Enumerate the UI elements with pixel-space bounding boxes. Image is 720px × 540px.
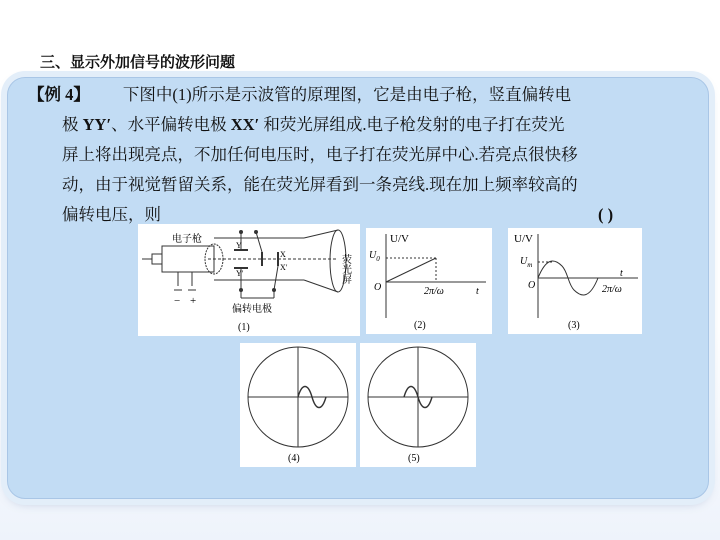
problem-line-1: [28, 80, 692, 110]
figure-1-oscilloscope-tube: [138, 224, 360, 336]
problem-line-4: 动，由于视觉暂留关系，能在荧光屏看到一条亮线.现在加上频率较高的: [62, 175, 578, 194]
line2-e: 和荧光屏组成.电子枪发射的电子打在荧光: [259, 115, 565, 134]
figure-4-screen: [240, 343, 356, 467]
label-plus: +: [190, 295, 197, 307]
title-underline: [30, 72, 690, 74]
fig3-y-axis-label: U/V: [514, 233, 533, 245]
figure-4-caption: (4): [288, 453, 300, 464]
line2-a: 极: [62, 115, 83, 134]
sawtooth-graph: [366, 228, 492, 334]
label-y: Y: [236, 241, 242, 250]
label-minus: −: [174, 295, 181, 307]
line2-c: 、水平偏转电极: [111, 115, 231, 134]
tube-diagram: [138, 224, 360, 336]
fig3-um-label: $U_m$: [520, 256, 533, 269]
label-screen: 荧光屏: [339, 254, 351, 284]
fig2-u0-label: $U_0$: [369, 250, 380, 263]
screen-pattern-5: [360, 343, 476, 467]
problem-line-1-text: 下图中(1)所示是示波管的原理图，它是由电子枪，竖直偏转电: [122, 85, 572, 104]
sine-graph: [508, 228, 642, 334]
fig2-t: t: [476, 286, 479, 297]
problem-line-3: 屏上将出现亮点，不加任何电压时，电子打在荧光屏中心.若亮点很快移: [62, 145, 578, 164]
figure-5-caption: (5): [408, 453, 420, 464]
label-y-prime: Y′: [236, 269, 244, 278]
fig3-origin: O: [528, 280, 536, 291]
problem-line-2: [28, 110, 692, 140]
sawtooth-ramp: [386, 258, 436, 282]
screen-pattern-4: [240, 343, 356, 467]
fig2-period: 2π/ω: [424, 286, 444, 297]
example-label: 【例 4】: [28, 85, 90, 104]
figure-1-caption: (1): [238, 322, 250, 333]
label-electron-gun: 电子枪: [172, 234, 202, 245]
gun-body: [162, 246, 214, 272]
label-x: X: [280, 250, 286, 259]
problem-text: [28, 80, 692, 230]
fig3-t: t: [620, 268, 623, 279]
figure-3-caption: (3): [568, 320, 580, 331]
fig3-period: 2π/ω: [602, 284, 622, 295]
gun-heater: [152, 254, 162, 264]
fig2-origin: O: [374, 282, 382, 293]
figure-2-caption: (2): [414, 320, 426, 331]
label-deflection-electrodes: 偏转电极: [232, 304, 272, 315]
problem-line-5: 偏转电压，则: [62, 205, 161, 224]
fig2-y-axis-label: U/V: [390, 233, 409, 245]
section-title: 三、显示外加信号的波形问题: [40, 53, 236, 71]
electrode-xx: XX′: [230, 115, 260, 134]
electrode-yy: YY′: [82, 115, 112, 134]
figure-3-sine: [508, 228, 642, 334]
figure-2-sawtooth: [366, 228, 492, 334]
answer-blank: ( ): [598, 205, 614, 224]
label-x-prime: X′: [280, 263, 288, 272]
figure-5-screen: [360, 343, 476, 467]
